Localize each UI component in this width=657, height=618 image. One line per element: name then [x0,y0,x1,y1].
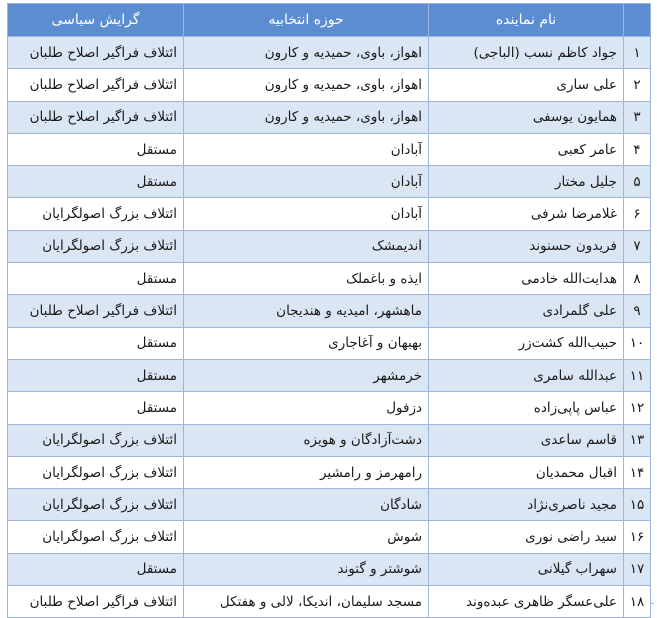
header-name: نام نماینده [429,4,624,37]
cell-number: ۱۴ [624,456,651,488]
cell-name: عبدالله سامری [429,359,624,391]
cell-district: رامهرمز و رامشیر [184,456,429,488]
cell-number: ۴ [624,133,651,165]
cell-name: عامر کعبی [429,133,624,165]
cell-political: ائتلاف بزرگ اصولگرایان [8,489,184,521]
cell-political: مستقل [8,263,184,295]
cell-number: ۱۸ [624,586,651,618]
cell-name: عباس پاپی‌زاده [429,392,624,424]
table-row [8,230,651,262]
cell-district: مسجد سلیمان، اندیکا، لالی و هفتکل [184,586,429,618]
cell-district: شادگان [184,489,429,521]
table-row [8,166,651,198]
cell-district: آبادان [184,198,429,230]
cell-number: ۵ [624,166,651,198]
cell-number: ۱۲ [624,392,651,424]
cell-number: ۶ [624,198,651,230]
table-row [8,521,651,553]
table-row [8,295,651,327]
table-row [8,327,651,359]
representatives-table-container [7,3,650,618]
cell-district: اهواز، باوی، حمیدیه و کارون [184,101,429,133]
cell-number: ۲ [624,69,651,101]
table-corner-mark [650,603,654,607]
cell-district: ایذه و باغملک [184,263,429,295]
table-row [8,586,651,618]
cell-political: مستقل [8,166,184,198]
cell-district: آبادان [184,166,429,198]
cell-name: حبیب‌الله کشت‌زر [429,327,624,359]
cell-number: ۷ [624,230,651,262]
cell-name: همایون یوسفی [429,101,624,133]
cell-name: قاسم ساعدی [429,424,624,456]
header-district: حوزه انتخابیه [184,4,429,37]
cell-number: ۱۶ [624,521,651,553]
cell-name: اقبال محمدیان [429,456,624,488]
cell-name: علی ساری [429,69,624,101]
cell-name: سید راضی نوری [429,521,624,553]
header-political: گرایش سیاسی [8,4,184,37]
cell-number: ۳ [624,101,651,133]
cell-district: اهواز، باوی، حمیدیه و کارون [184,69,429,101]
header-row [8,4,651,37]
table-body [8,37,651,618]
cell-political: ائتلاف فراگیر اصلاح طلبان [8,101,184,133]
cell-district: شوشتر و گتوند [184,553,429,585]
cell-political: ائتلاف فراگیر اصلاح طلبان [8,69,184,101]
table-header [8,4,651,37]
cell-political: مستقل [8,553,184,585]
cell-number: ۱۰ [624,327,651,359]
table-row [8,133,651,165]
cell-number: ۱۱ [624,359,651,391]
cell-political: ائتلاف بزرگ اصولگرایان [8,198,184,230]
cell-political: مستقل [8,327,184,359]
table-row [8,392,651,424]
table-row [8,489,651,521]
cell-name: هدایت‌الله خادمی [429,263,624,295]
cell-political: ائتلاف فراگیر اصلاح طلبان [8,295,184,327]
cell-district: بهبهان و آغاجاری [184,327,429,359]
cell-district: خرمشهر [184,359,429,391]
cell-political: مستقل [8,133,184,165]
cell-district: شوش [184,521,429,553]
cell-district: اندیمشک [184,230,429,262]
table-row [8,263,651,295]
cell-political: ائتلاف بزرگ اصولگرایان [8,424,184,456]
table-row [8,553,651,585]
cell-name: جلیل مختار [429,166,624,198]
cell-name: مجید ناصری‌نژاد [429,489,624,521]
table-row [8,456,651,488]
cell-number: ۸ [624,263,651,295]
cell-district: دشت‌آزادگان و هویزه [184,424,429,456]
cell-political: ائتلاف بزرگ اصولگرایان [8,456,184,488]
table-row [8,198,651,230]
cell-name: فریدون حسنوند [429,230,624,262]
cell-political: مستقل [8,392,184,424]
cell-political: ائتلاف بزرگ اصولگرایان [8,230,184,262]
cell-name: سهراب گیلانی [429,553,624,585]
cell-number: ۹ [624,295,651,327]
cell-political: ائتلاف فراگیر اصلاح طلبان [8,586,184,618]
cell-district: آبادان [184,133,429,165]
cell-number: ۱۳ [624,424,651,456]
cell-political: ائتلاف بزرگ اصولگرایان [8,521,184,553]
cell-number: ۱۷ [624,553,651,585]
cell-district: اهواز، باوی، حمیدیه و کارون [184,37,429,69]
cell-district: ماهشهر، امیدیه و هندیجان [184,295,429,327]
table-row [8,69,651,101]
cell-number: ۱ [624,37,651,69]
cell-political: ائتلاف فراگیر اصلاح طلبان [8,37,184,69]
cell-name: غلامرضا شرفی [429,198,624,230]
cell-name: علی گلمرادی [429,295,624,327]
table-row [8,359,651,391]
table-row [8,424,651,456]
cell-name: جواد کاظم نسب (الباجی) [429,37,624,69]
representatives-table [7,3,651,618]
table-row [8,37,651,69]
cell-political: مستقل [8,359,184,391]
cell-district: دزفول [184,392,429,424]
cell-name: علی‌عسگر ظاهری عبده‌وند [429,586,624,618]
table-row [8,101,651,133]
header-number [624,4,651,37]
cell-number: ۱۵ [624,489,651,521]
